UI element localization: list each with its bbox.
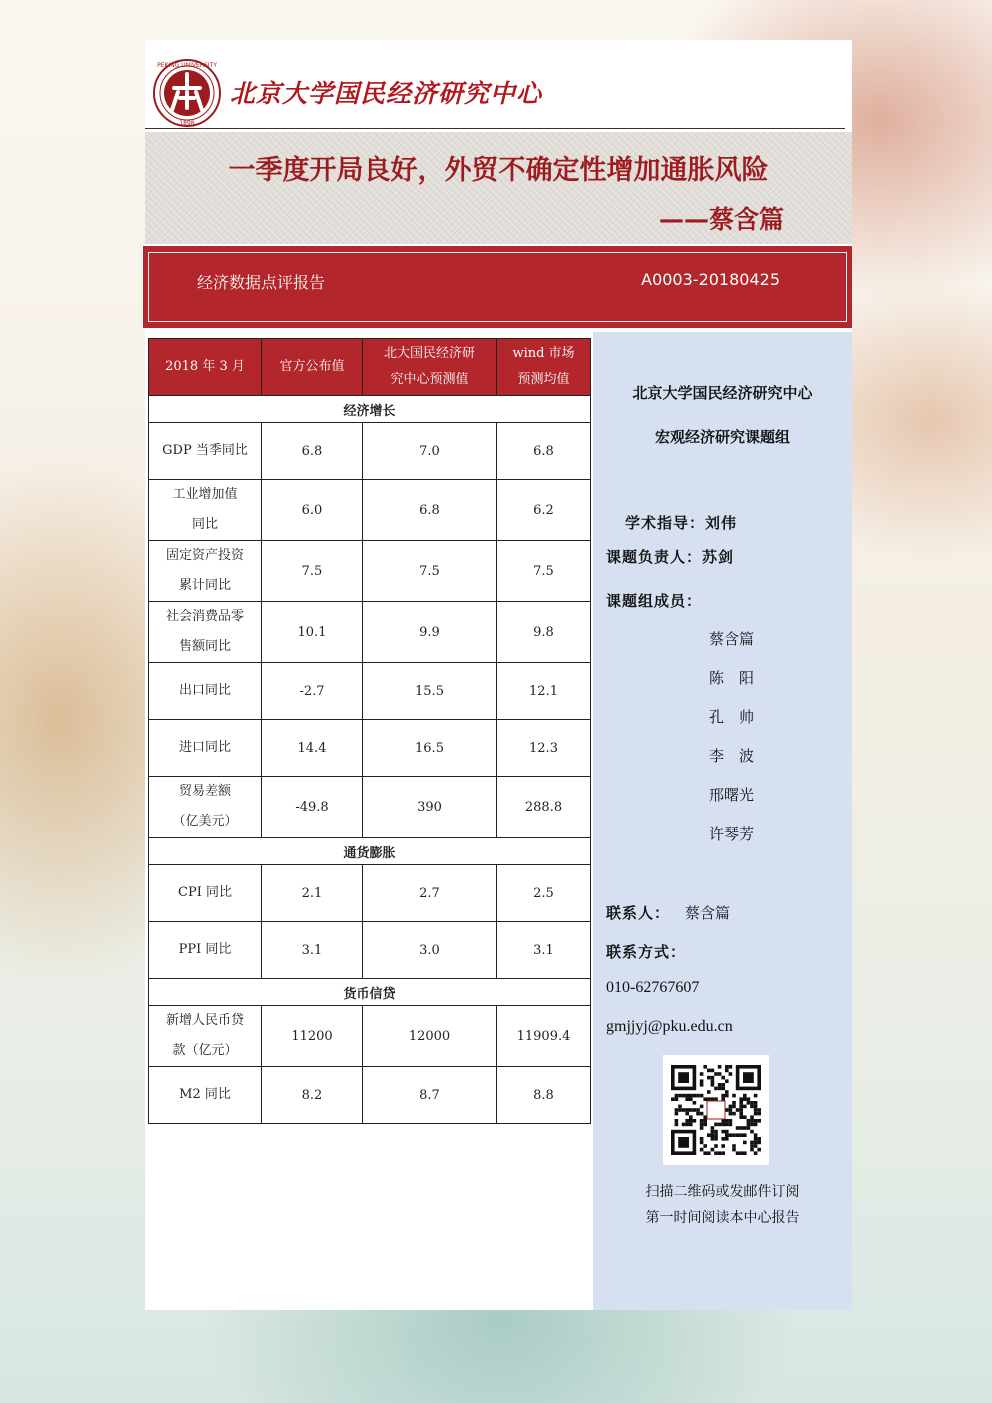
contact-name: 蔡含篇 — [685, 904, 731, 922]
report-type: 经济数据点评报告 — [197, 273, 326, 292]
table-header-cell — [497, 339, 591, 396]
wind-forecast-value: 8.8 — [497, 1067, 591, 1124]
label-line: PPI 同比 — [178, 942, 232, 957]
wind-forecast-value: 7.5 — [497, 541, 591, 602]
table-row — [149, 1006, 591, 1067]
wind-forecast-value: 6.2 — [497, 480, 591, 541]
qr-code-icon — [663, 1055, 769, 1165]
pku-forecast-value: 390 — [363, 777, 497, 838]
header-text: 北大国民经济研 — [383, 346, 475, 361]
table-row — [149, 922, 591, 979]
label-line: GDP 当季同比 — [162, 443, 248, 458]
official-value: 2.1 — [262, 865, 363, 922]
contact-email[interactable]: gmjjyj@pku.edu.cn — [606, 1018, 733, 1035]
label-line: 新增人民币贷 — [165, 1013, 244, 1028]
table-header-cell — [262, 339, 363, 396]
pku-forecast-value: 8.7 — [363, 1067, 497, 1124]
table-row — [149, 663, 591, 720]
table-row — [149, 423, 591, 480]
indicator-label — [149, 1067, 262, 1124]
panel-advisor: 学术指导：刘伟 — [625, 514, 738, 532]
wind-forecast-value: 2.5 — [497, 865, 591, 922]
table-row — [149, 541, 591, 602]
qr-caption-line1: 扫描二维码或发邮件订阅 — [645, 1184, 800, 1200]
label-line: 工业增加值 — [172, 487, 238, 502]
info-panel — [593, 332, 852, 1310]
pku-forecast-value: 2.7 — [363, 865, 497, 922]
pku-forecast-value: 12000 — [363, 1006, 497, 1067]
panel-group: 宏观经济研究课题组 — [654, 428, 790, 446]
wind-forecast-value: 6.8 — [497, 423, 591, 480]
official-value: -2.7 — [262, 663, 363, 720]
official-value: 10.1 — [262, 602, 363, 663]
qr-caption-line2: 第一时间阅读本中心报告 — [645, 1210, 800, 1226]
contact-phone: 010-62767607 — [606, 979, 700, 996]
indicator-label — [149, 777, 262, 838]
table-header-row — [149, 339, 591, 396]
pku-forecast-value: 7.5 — [363, 541, 497, 602]
indicator-label — [149, 602, 262, 663]
table-row — [149, 777, 591, 838]
header-text: 官方公布值 — [279, 359, 345, 374]
official-value: 3.1 — [262, 922, 363, 979]
official-value: 6.8 — [262, 423, 363, 480]
member-item: 孔 帅 — [709, 708, 755, 726]
label-line: 进口同比 — [178, 740, 231, 755]
org-name: 北京大学国民经济研究中心 — [230, 79, 543, 108]
wind-forecast-value: 12.3 — [497, 720, 591, 777]
forecast-table — [148, 338, 591, 1124]
header-divider — [145, 128, 845, 129]
member-item: 许琴芳 — [709, 825, 755, 843]
table-row — [149, 720, 591, 777]
indicator-label — [149, 922, 262, 979]
table-row — [149, 602, 591, 663]
report-type-banner — [143, 246, 852, 328]
indicator-label — [149, 480, 262, 541]
wind-forecast-value: 9.8 — [497, 602, 591, 663]
contact-method-label: 联系方式： — [606, 943, 687, 961]
table-header-cell — [149, 339, 262, 396]
panel-members-label: 课题组成员： — [606, 592, 703, 610]
report-id: A0003-20180425 — [641, 270, 780, 289]
panel-leader: 课题负责人：苏剑 — [606, 548, 735, 566]
member-item: 邢曙光 — [709, 786, 755, 804]
wind-forecast-value: 12.1 — [497, 663, 591, 720]
wind-forecast-value: 11909.4 — [497, 1006, 591, 1067]
header-text: 2018 年 3 月 — [165, 359, 245, 374]
section-title: 货币信贷 — [149, 979, 591, 1006]
title-block — [145, 132, 852, 244]
header-text: 预测均值 — [517, 372, 570, 387]
header-text: 究中心预测值 — [390, 372, 469, 387]
label-line: 款（亿元） — [172, 1043, 238, 1058]
pku-forecast-value: 6.8 — [363, 480, 497, 541]
table-section-row — [149, 838, 591, 865]
pku-forecast-value: 15.5 — [363, 663, 497, 720]
pku-forecast-value: 16.5 — [363, 720, 497, 777]
official-value: 11200 — [262, 1006, 363, 1067]
label-line: 固定资产投资 — [165, 548, 244, 563]
indicator-label — [149, 720, 262, 777]
table-row — [149, 480, 591, 541]
wind-forecast-value: 288.8 — [497, 777, 591, 838]
official-value: 7.5 — [262, 541, 363, 602]
label-line: M2 同比 — [179, 1087, 231, 1102]
logo-text-top: PEKING UNIVERSITY — [157, 62, 217, 69]
pku-forecast-value: 7.0 — [363, 423, 497, 480]
section-title: 经济增长 — [149, 396, 591, 423]
indicator-label — [149, 541, 262, 602]
table-section-row — [149, 396, 591, 423]
panel-org: 北京大学国民经济研究中心 — [632, 384, 813, 402]
table-section-row — [149, 979, 591, 1006]
member-item: 李 波 — [709, 747, 755, 765]
label-line: （亿美元） — [172, 814, 238, 829]
label-line: 贸易差额 — [178, 784, 231, 799]
report-author: ——蔡含篇 — [658, 205, 784, 234]
logo-year: 1898 — [179, 120, 195, 127]
label-line: 社会消费品零 — [165, 609, 244, 624]
pku-forecast-value: 9.9 — [363, 602, 497, 663]
label-line: 同比 — [191, 517, 218, 532]
label-line: 出口同比 — [178, 683, 231, 698]
official-value: 8.2 — [262, 1067, 363, 1124]
indicator-label — [149, 423, 262, 480]
table-header-cell — [363, 339, 497, 396]
table-row — [149, 1067, 591, 1124]
report-title: 一季度开局良好，外贸不确定性增加通胀风险 — [228, 155, 769, 186]
pku-forecast-value: 3.0 — [363, 922, 497, 979]
member-item: 陈 阳 — [709, 669, 755, 687]
official-value: -49.8 — [262, 777, 363, 838]
label-line: 售额同比 — [178, 639, 231, 654]
indicator-label — [149, 865, 262, 922]
label-line: CPI 同比 — [178, 885, 232, 900]
contact-label: 联系人： — [606, 904, 671, 922]
official-value: 6.0 — [262, 480, 363, 541]
official-value: 14.4 — [262, 720, 363, 777]
indicator-label — [149, 663, 262, 720]
indicator-label — [149, 1006, 262, 1067]
table-row — [149, 865, 591, 922]
pku-logo-icon — [152, 58, 222, 128]
member-item: 蔡含篇 — [709, 630, 755, 648]
wind-forecast-value: 3.1 — [497, 922, 591, 979]
header-text: wind 市场 — [512, 346, 575, 361]
section-title: 通货膨胀 — [149, 838, 591, 865]
label-line: 累计同比 — [178, 578, 231, 593]
